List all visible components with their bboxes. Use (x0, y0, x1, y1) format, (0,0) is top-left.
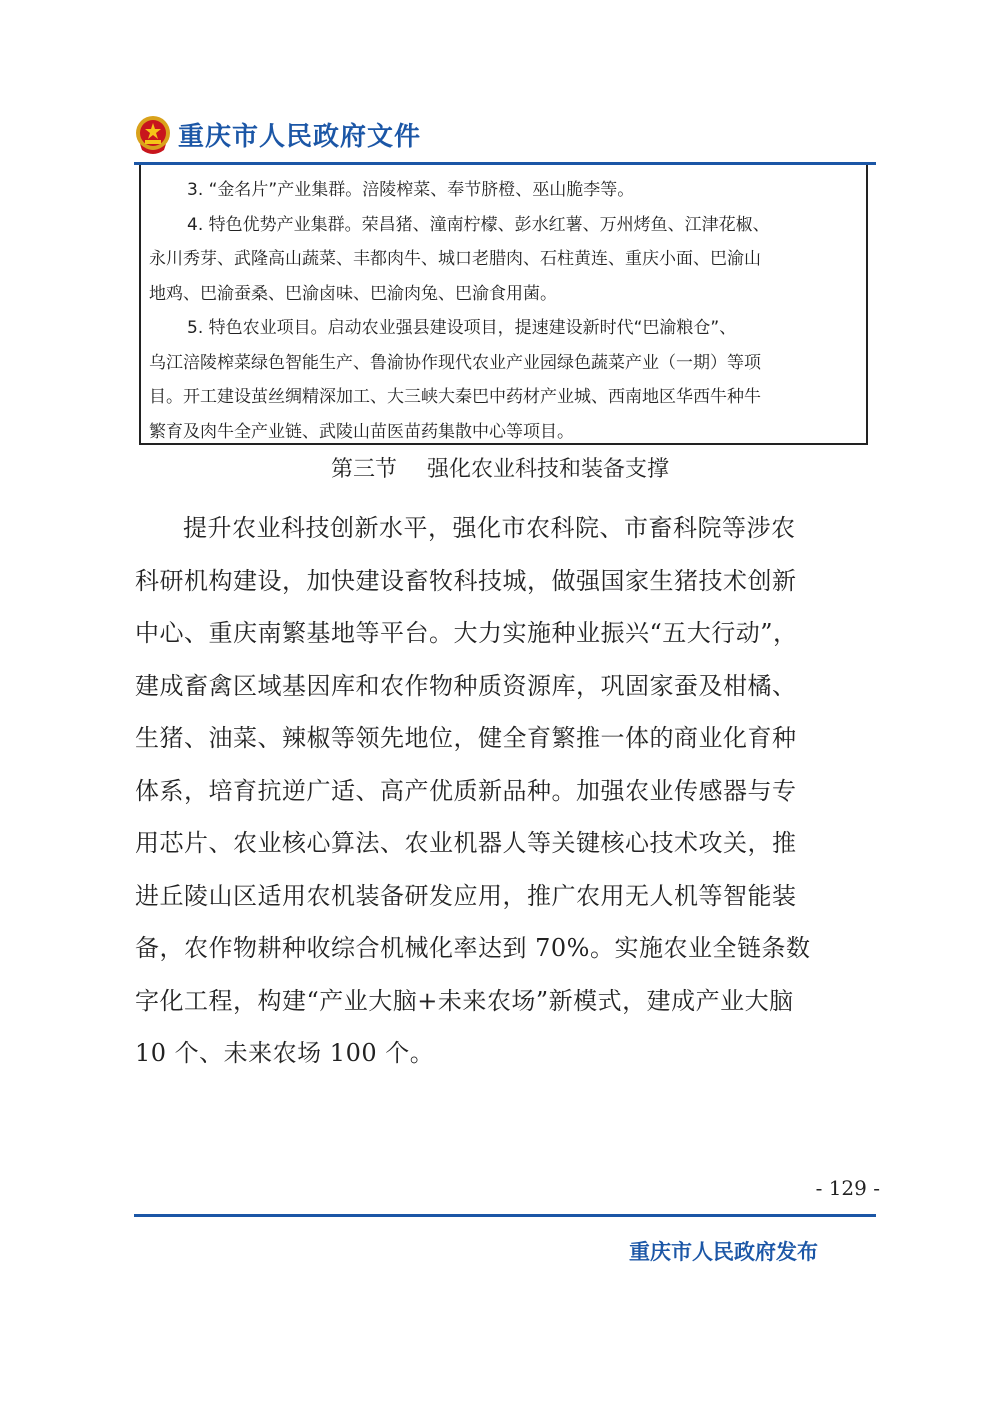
body-line: 建成畜禽区域基因库和农作物种质资源库，巩固家蚕及柑橘、 (135, 671, 797, 700)
footer-divider (134, 1214, 876, 1217)
box-line: 繁育及肉牛全产业链、武陵山苗医苗药集散中心等项目。 (149, 421, 574, 442)
box-line: 乌江涪陵榨菜绿色智能生产、鲁渝协作现代农业产业园绿色蔬菜产业（一期）等项 (149, 352, 761, 373)
boxed-list (139, 165, 868, 445)
box-line: 永川秀芽、武隆高山蔬菜、丰都肉牛、城口老腊肉、石柱黄连、重庆小面、巴渝山 (149, 249, 761, 269)
body-line: 体系，培育抗逆广适、高产优质新品种。加强农业传感器与专 (135, 776, 797, 805)
section-number: 第三节 (330, 457, 397, 482)
section-title: 强化农业科技和装备支撑 (427, 457, 670, 482)
header-title: 重庆市人民政府文件 (178, 122, 422, 152)
national-emblem-icon (134, 114, 172, 156)
box-line: 5. 特色农业项目。启动农业强县建设项目，提速建设新时代“巴渝粮仓”、 (187, 318, 737, 338)
body-line: 进丘陵山区适用农机装备研发应用，推广农用无人机等智能装 (135, 881, 797, 910)
body-line: 提升农业科技创新水平，强化市农科院、市畜科院等涉农 (183, 514, 796, 542)
body-line: 10 个、未来农场 100 个。 (135, 1039, 435, 1067)
document-header (134, 112, 876, 164)
box-line: 4. 特色优势产业集群。荣昌猪、潼南柠檬、彭水红薯、万州烤鱼、江津花椒、 (187, 214, 770, 235)
page-number: - 129 - (815, 1176, 880, 1200)
body-paragraph (135, 502, 875, 1080)
body-line: 中心、重庆南繁基地等平台。大力实施种业振兴“五大行动”， (135, 619, 798, 647)
publisher-label: 重庆市人民政府发布 (629, 1240, 818, 1264)
box-line: 目。开工建设茧丝绸精深加工、大三峡大秦巴中药材产业城、西南地区华西牛种牛 (149, 387, 761, 407)
body-line: 用芯片、农业核心算法、农业机器人等关键核心技术攻关，推 (135, 829, 797, 857)
section-heading (0, 452, 1000, 483)
box-line: 3. “金名片”产业集群。涪陵榨菜、奉节脐橙、巫山脆李等。 (187, 180, 635, 200)
body-line: 字化工程，构建“产业大脑+未来农场”新模式，建成产业大脑 (135, 986, 794, 1015)
box-line: 地鸡、巴渝蚕桑、巴渝卤味、巴渝肉兔、巴渝食用菌。 (149, 283, 557, 304)
body-line: 生猪、油菜、辣椒等领先地位，健全育繁推一体的商业化育种 (135, 724, 797, 752)
body-line: 科研机构建设，加快建设畜牧科技城，做强国家生猪技术创新 (135, 566, 797, 595)
body-line: 备，农作物耕种收综合机械化率达到 70%。实施农业全链条数 (135, 934, 811, 962)
